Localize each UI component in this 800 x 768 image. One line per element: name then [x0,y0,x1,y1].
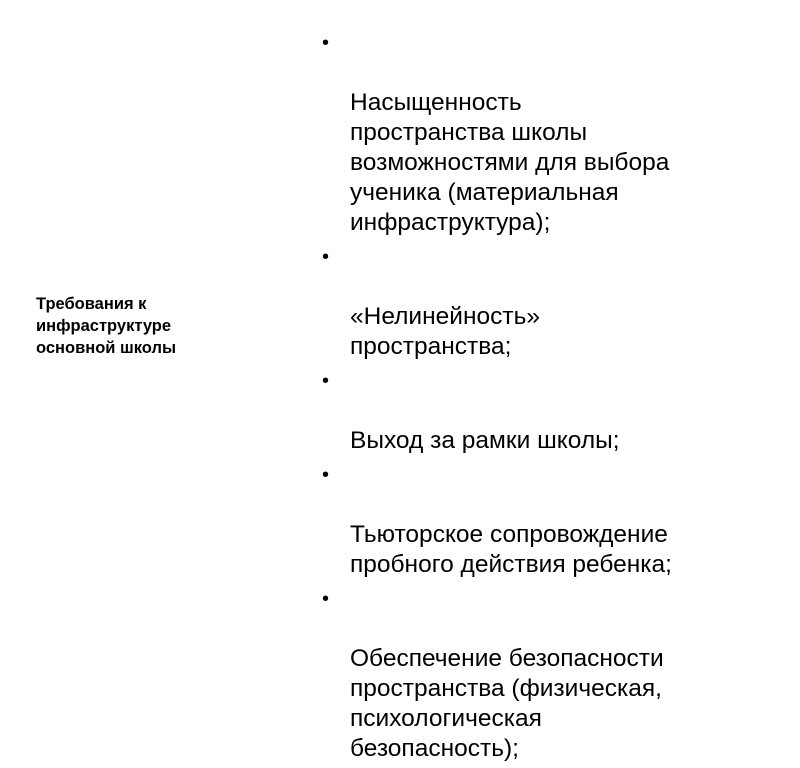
bullet-text: Выход за рамки школы; [350,427,620,454]
bullet-icon: • [322,588,330,610]
bullet-list [318,28,788,768]
bullet-icon: • [322,370,330,392]
bullet-item [318,366,788,456]
bullet-text: Насыщенность пространства школы возможностями для выбора ученика (материальная инфраструктура); [350,89,670,236]
side-caption: Требования к инфраструктуре основной школы [36,295,177,357]
bullet-text: Тьюторское сопровождение пробного действия ребенка; [350,521,672,578]
bullet-item [318,242,788,362]
bullet-item [318,28,788,238]
bullet-icon: • [322,32,330,54]
bullet-text: «Нелинейность» пространства; [350,303,540,360]
bullet-item [318,584,788,764]
bullet-icon: • [322,246,330,268]
bullet-text: Обеспечение безопасности пространства (физическая, психологическая безопасность); [350,645,664,762]
bullet-icon: • [322,464,330,486]
bullet-item [318,460,788,580]
